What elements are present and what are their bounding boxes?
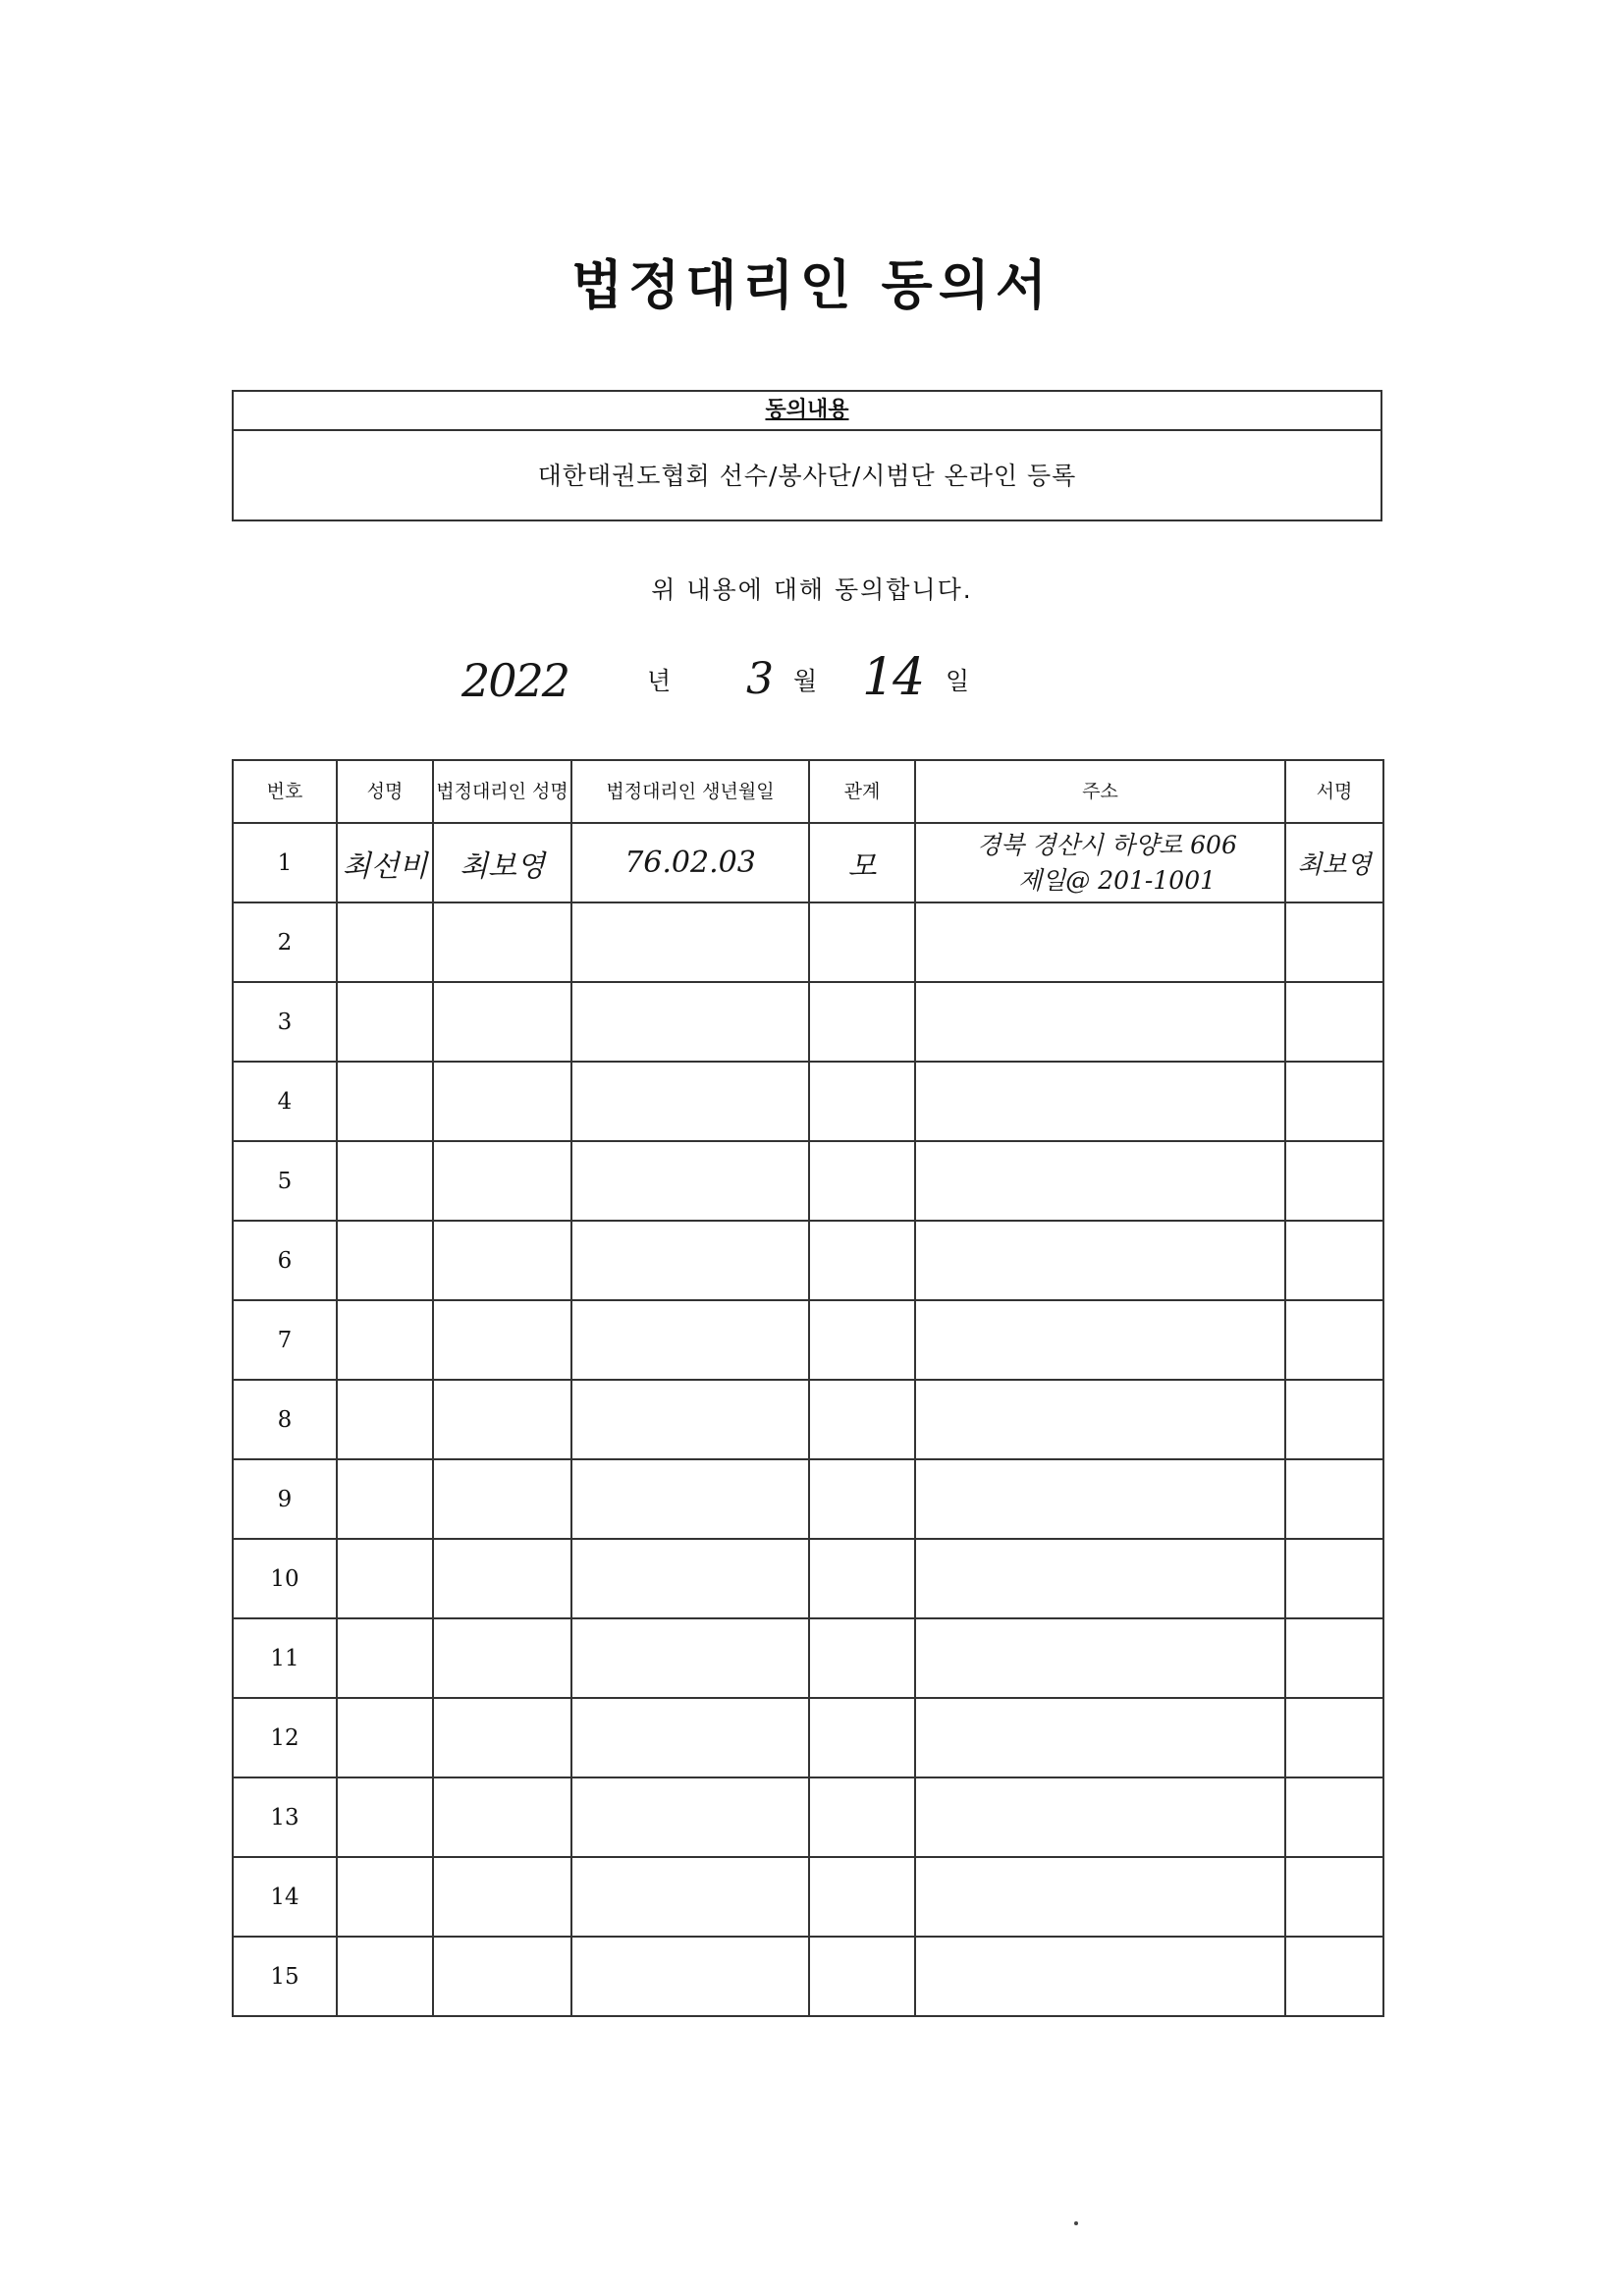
table-row	[233, 902, 1383, 982]
table-row	[233, 1937, 1383, 2016]
row-relation	[809, 1698, 915, 1777]
row-address	[915, 1539, 1285, 1618]
row-name	[337, 902, 433, 982]
row-guardian-name: 최보영	[433, 823, 571, 902]
row-guardian-name	[433, 1300, 571, 1380]
row-relation: 모	[809, 823, 915, 902]
row-name	[337, 1539, 433, 1618]
row-address-line1: 경북 경산시 하양로 606	[977, 830, 1237, 859]
row-guardian-birth	[571, 1857, 809, 1937]
table-row	[233, 982, 1383, 1062]
row-guardian-birth: 76.02.03	[571, 823, 809, 902]
header-name: 성명	[337, 760, 433, 823]
row-address	[915, 1698, 1285, 1777]
row-guardian-birth	[571, 1459, 809, 1539]
row-guardian-birth	[571, 1937, 809, 2016]
row-number: 6	[233, 1221, 337, 1300]
row-relation	[809, 1300, 915, 1380]
row-guardian-birth	[571, 1062, 809, 1141]
table-row	[233, 1380, 1383, 1459]
row-guardian-birth	[571, 1618, 809, 1698]
row-signature	[1285, 902, 1383, 982]
row-signature	[1285, 1857, 1383, 1937]
row-name	[337, 1380, 433, 1459]
row-relation	[809, 982, 915, 1062]
row-address	[915, 1857, 1285, 1937]
row-signature	[1285, 982, 1383, 1062]
row-name	[337, 1937, 433, 2016]
table-header-row	[233, 760, 1383, 823]
date-month-label: 월	[793, 667, 818, 695]
row-number: 4	[233, 1062, 337, 1141]
row-guardian-name	[433, 1618, 571, 1698]
row-signature	[1285, 1300, 1383, 1380]
row-name	[337, 1141, 433, 1221]
row-name	[337, 1698, 433, 1777]
row-signature	[1285, 1141, 1383, 1221]
table-row	[233, 1857, 1383, 1937]
row-number: 13	[233, 1777, 337, 1857]
row-relation	[809, 1539, 915, 1618]
row-signature	[1285, 1380, 1383, 1459]
row-address	[915, 982, 1285, 1062]
row-guardian-name	[433, 1221, 571, 1300]
date-row	[0, 648, 1624, 717]
date-day-label: 일	[946, 667, 970, 695]
row-number: 14	[233, 1857, 337, 1937]
row-number: 8	[233, 1380, 337, 1459]
row-signature	[1285, 1777, 1383, 1857]
row-relation	[809, 1221, 915, 1300]
table-row	[233, 1459, 1383, 1539]
row-number: 2	[233, 902, 337, 982]
row-address	[915, 902, 1285, 982]
row-address	[915, 1459, 1285, 1539]
row-name	[337, 1857, 433, 1937]
table-row	[233, 1539, 1383, 1618]
header-relation: 관계	[809, 760, 915, 823]
table-row	[233, 823, 1383, 902]
row-guardian-name	[433, 1777, 571, 1857]
row-guardian-name	[433, 1062, 571, 1141]
row-address	[915, 1141, 1285, 1221]
row-relation	[809, 1777, 915, 1857]
row-name	[337, 1618, 433, 1698]
row-address-line2: 제일@ 201-1001	[1017, 865, 1217, 895]
row-guardian-name	[433, 1937, 571, 2016]
table-row	[233, 1618, 1383, 1698]
row-signature	[1285, 1062, 1383, 1141]
row-name: 최선비	[337, 823, 433, 902]
row-guardian-name	[433, 1380, 571, 1459]
date-year-handwritten: 2022	[461, 654, 569, 707]
row-signature	[1285, 1539, 1383, 1618]
row-name	[337, 982, 433, 1062]
row-relation	[809, 1141, 915, 1221]
header-guardian-name: 법정대리인 성명	[433, 760, 571, 823]
row-guardian-birth	[571, 902, 809, 982]
header-number: 번호	[233, 760, 337, 823]
consent-body: 대한태권도협회 선수/봉사단/시범단 온라인 등록	[537, 462, 1077, 490]
stray-mark	[1074, 2221, 1078, 2225]
row-signature	[1285, 1618, 1383, 1698]
header-signature: 서명	[1285, 760, 1383, 823]
row-guardian-name	[433, 982, 571, 1062]
row-address	[915, 1221, 1285, 1300]
row-guardian-name	[433, 902, 571, 982]
guardian-table	[232, 759, 1384, 2017]
row-number: 5	[233, 1141, 337, 1221]
row-guardian-name	[433, 1141, 571, 1221]
row-relation	[809, 1618, 915, 1698]
table-row	[233, 1300, 1383, 1380]
row-address	[915, 1380, 1285, 1459]
table-body	[233, 823, 1383, 2016]
row-guardian-birth	[571, 1698, 809, 1777]
row-relation	[809, 1380, 915, 1459]
date-day-handwritten: 14	[862, 648, 924, 707]
row-relation	[809, 1062, 915, 1141]
table-row	[233, 1062, 1383, 1141]
row-number: 12	[233, 1698, 337, 1777]
row-signature	[1285, 1459, 1383, 1539]
row-guardian-name	[433, 1539, 571, 1618]
row-guardian-name	[433, 1857, 571, 1937]
row-guardian-birth	[571, 982, 809, 1062]
row-address	[915, 1618, 1285, 1698]
agreement-statement: 위 내용에 대해 동의합니다.	[651, 575, 973, 604]
row-guardian-birth	[571, 1300, 809, 1380]
row-signature	[1285, 1698, 1383, 1777]
row-name	[337, 1062, 433, 1141]
row-relation	[809, 1459, 915, 1539]
row-guardian-birth	[571, 1777, 809, 1857]
row-number: 15	[233, 1937, 337, 2016]
row-address	[915, 1300, 1285, 1380]
table-row	[233, 1777, 1383, 1857]
consent-header	[234, 392, 1380, 431]
row-number: 3	[233, 982, 337, 1062]
row-name	[337, 1459, 433, 1539]
row-relation	[809, 902, 915, 982]
row-signature: 최보영	[1285, 823, 1383, 902]
consent-header-label: 동의내용	[765, 398, 849, 422]
row-number: 11	[233, 1618, 337, 1698]
row-guardian-birth	[571, 1380, 809, 1459]
row-address	[915, 823, 1285, 902]
date-year-label: 년	[647, 667, 672, 695]
row-name	[337, 1300, 433, 1380]
row-name	[337, 1221, 433, 1300]
document-title: 법정대리인 동의서	[570, 254, 1054, 316]
header-address: 주소	[915, 760, 1285, 823]
row-signature	[1285, 1221, 1383, 1300]
date-month-handwritten: 3	[746, 654, 774, 704]
row-address	[915, 1062, 1285, 1141]
row-relation	[809, 1857, 915, 1937]
row-name	[337, 1777, 433, 1857]
row-number: 9	[233, 1459, 337, 1539]
row-guardian-name	[433, 1698, 571, 1777]
row-signature	[1285, 1937, 1383, 2016]
consent-box	[232, 390, 1382, 521]
table-row	[233, 1141, 1383, 1221]
row-number: 10	[233, 1539, 337, 1618]
table-row	[233, 1221, 1383, 1300]
row-guardian-birth	[571, 1539, 809, 1618]
row-guardian-name	[433, 1459, 571, 1539]
header-guardian-birth: 법정대리인 생년월일	[571, 760, 809, 823]
row-relation	[809, 1937, 915, 2016]
row-number: 1	[233, 823, 337, 902]
row-address	[915, 1777, 1285, 1857]
row-number: 7	[233, 1300, 337, 1380]
table-row	[233, 1698, 1383, 1777]
row-guardian-birth	[571, 1141, 809, 1221]
row-address	[915, 1937, 1285, 2016]
row-guardian-birth	[571, 1221, 809, 1300]
